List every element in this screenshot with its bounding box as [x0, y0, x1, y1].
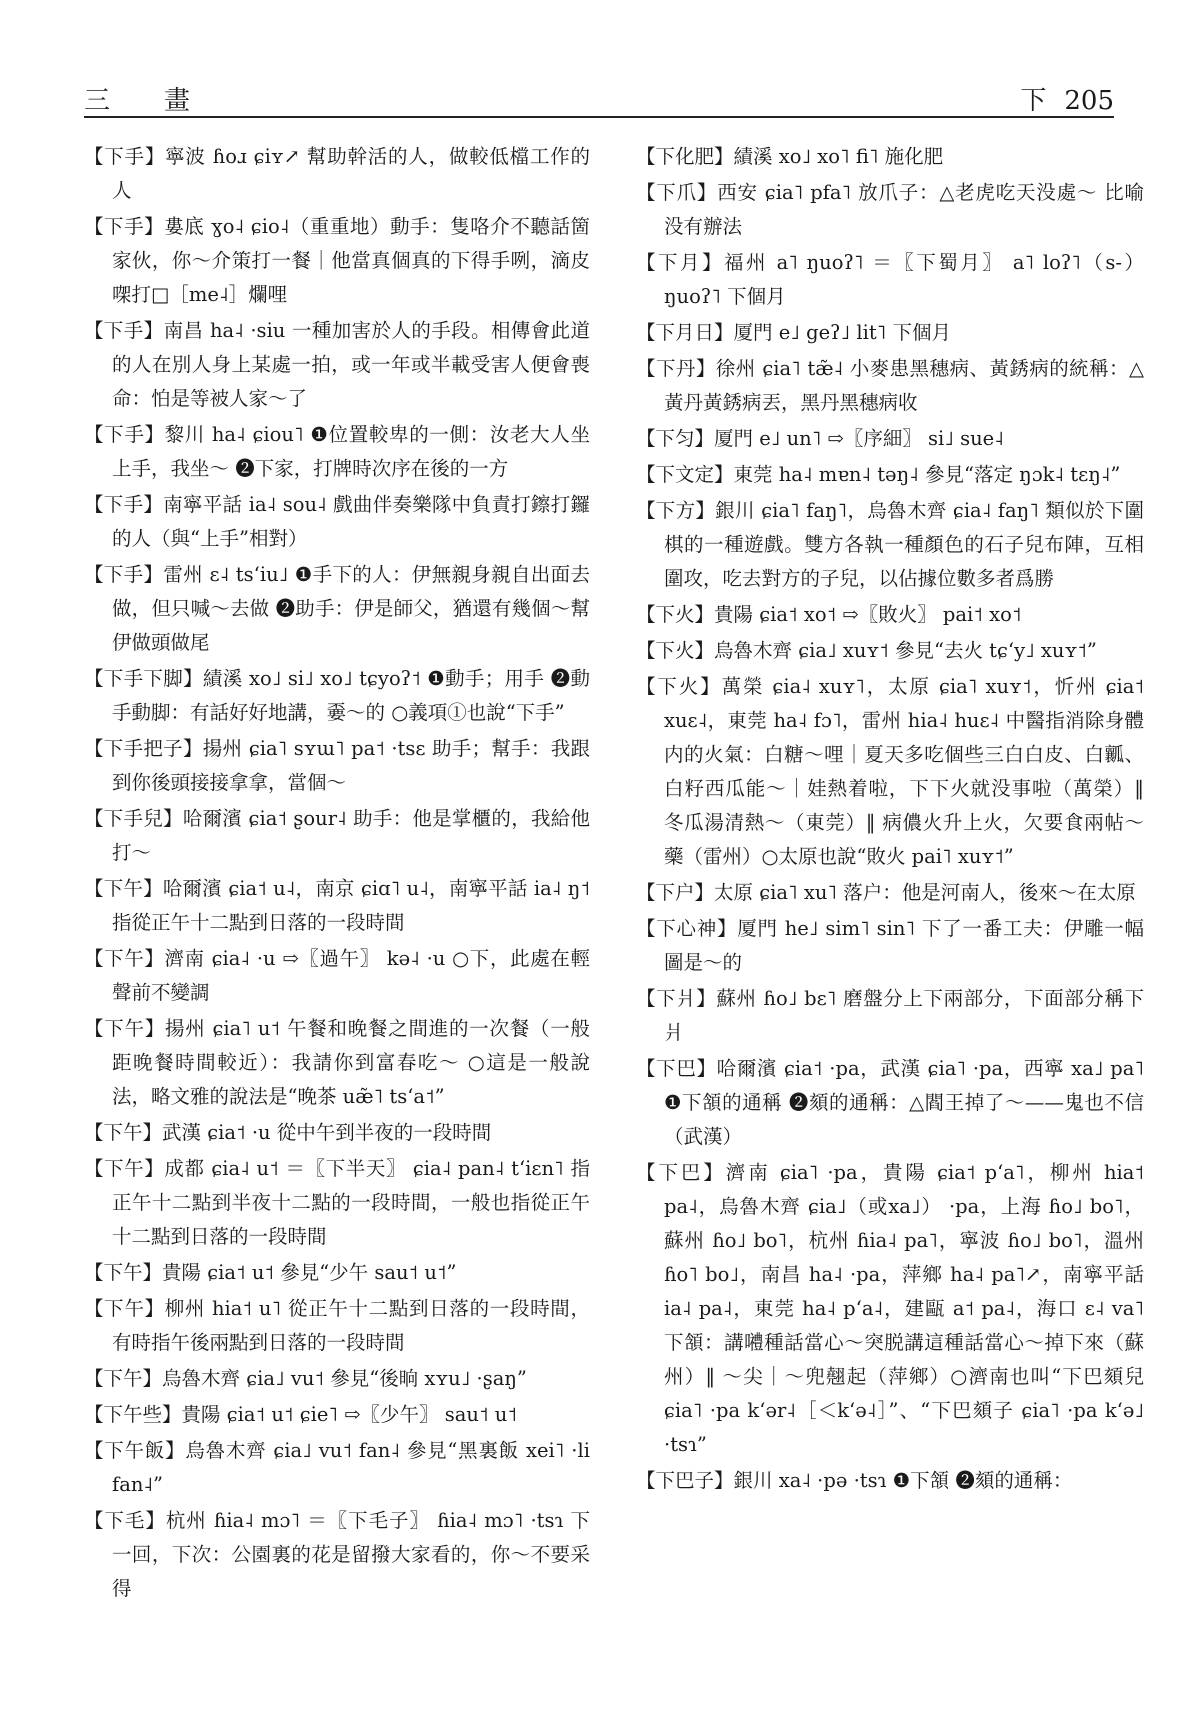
entry-dialect-place: 績溪: [202, 667, 243, 690]
entry-headword: 【下手兒】: [84, 807, 183, 830]
entry-definition: ɣo˨ ɕio˨（重重地）動手：隻咯介不聽話箇家伙，你～介策打一餐｜他當真個真的下得手咧，滴皮㗎打□［me˨］爛哩: [112, 215, 590, 306]
entry-dialect-place: 貴陽: [181, 1403, 221, 1426]
entry-definition: ɕia˦ u˨，南京 ɕiɑ˥ u˨，南寧平話 ia˨ ŋ˦ 指從正午十二點到日落的一段時間: [112, 877, 590, 934]
entry-headword: 【下手】: [84, 145, 166, 168]
entry-definition: he˩ sim˥ sin˥ 下了一番工夫：伊雕一幅圖是～的: [664, 917, 1144, 974]
dictionary-entry: [84, 1292, 590, 1360]
entry-dialect-place: 厦門: [737, 917, 778, 940]
entry-dialect-place: 烏魯木齊: [185, 1439, 267, 1462]
entry-dialect-place: 烏魯木齊: [714, 639, 793, 662]
entry-headword: 【下毛】: [84, 1509, 166, 1532]
entry-headword: 【下手】: [84, 423, 165, 446]
entry-definition: ɕia˦ u˦ 參見“少午 sau˦ u˦”: [201, 1261, 457, 1284]
entry-definition: e˩ un˥ ⇨〖序細〗 si˩ sue˨: [753, 427, 1004, 450]
entry-definition: ɕia˨ xuʏ˥，太原 ɕia˥ xuʏ˦，忻州 ɕia˦ xuɛ˨，東莞 ha˨ fɔ˥，雷州 hia˨ huɛ˨ 中醫指消除身體内的火氣：白糖～哩｜夏天多吃個些三白白皮、白瓤、白籽西瓜能～｜娃熱着啦，下下火就没事啦（萬榮）‖ 冬瓜湯清熱～（東莞）‖ 病儂火升上火，欠要食兩帖～藥（雷州）○太原也說“敗火 pai˥ xuʏ˦”: [664, 675, 1144, 868]
entry-headword: 【下手】: [84, 493, 164, 516]
section-title: 三 畫: [84, 86, 205, 116]
dictionary-entry: [84, 1152, 590, 1254]
entry-definition: xo˩ xo˥ fi˥ 施化肥: [772, 145, 944, 168]
entry-definition: ɕia˦ ·u 從中午到半夜的一段時間: [201, 1121, 492, 1144]
dictionary-entry: [636, 1052, 1144, 1154]
entry-headword: 【下火】: [636, 639, 715, 662]
entry-definition: hia˦ u˥ 從正午十二點到日落的一段時間，有時指午後兩點到日落的一段時間: [112, 1297, 590, 1354]
dictionary-entry: [636, 458, 1144, 492]
entry-dialect-place: 杭州: [165, 1509, 207, 1532]
entry-definition: ɕia˦ ʂour˨ 助手：他是掌櫃的，我給他打～: [112, 807, 590, 864]
entry-headword: 【下手】: [84, 215, 165, 238]
entry-headword: 【下月日】: [636, 321, 734, 344]
entry-headword: 【下户】: [636, 881, 715, 904]
entry-headword: 【下午】: [84, 1261, 163, 1284]
entry-definition: ɕia˥ u˦ 午餐和晚餐之間進的一次餐（一般距晚餐時間較近）：我請你到富春吃～ ○這是一般說法，略文雅的說法是“晚茶 uæ̃˥ tsʻa˦”: [112, 1017, 590, 1108]
entry-dialect-place: 寧波: [165, 145, 206, 168]
entry-definition: ɕia˥ ·pa，貴陽 ɕia˦ pʻa˥，柳州 hia˦ pa˨，烏魯木齊 ɕia˩（或xa˩） ·pa，上海 ɦo˩ bo˥，蘇州 ɦo˩ bo˥，杭州 ɦia˨ pa˥，寧波 ɦo˩ bo˥，溫州 ɦo˥ bo˩，南昌 ha˨ ·pa，萍鄉 ha˨ pa˥↗，南寧平話 ia˨ pa˨，東莞 ha˨ pʻa˨，建甌 a˦ pa˨，海口 ɛ˨ va˥ 下頷：講𡅏種話當心～突脱講這種話當心～掉下來（蘇州）‖ ～尖｜～兜翹起（萍鄉）○濟南也叫“下巴頦兒 ɕia˥ ·pa kʻər˨［＜kʻə˨］”、“下巴頦子 ɕia˥ ·pa kʻə˩ ·tsɿ”: [664, 1161, 1144, 1456]
entry-definition: xa˨ ·pə ·tsɿ ❶下頷 ❷頦的通稱：: [772, 1469, 1073, 1492]
entry-headword: 【下午】: [84, 1297, 165, 1320]
entry-dialect-place: 貴陽: [714, 603, 754, 626]
entry-definition: ɕia˥ faŋ˥，烏魯木齊 ɕia˨ faŋ˥ 類似於下圍棋的一種遊戲。雙方各執一種顏色的石子兒布陣，互相圍攻，吃去對方的子兒，以佔據位數多者爲勝: [664, 499, 1144, 590]
entry-headword: 【下午】: [84, 1157, 165, 1180]
entry-dialect-place: 南寧平話: [163, 493, 243, 516]
entry-definition: xo˩ si˩ xo˩ tɕyoʔ˦ ❶動手；用手 ❷動手動脚：有話好好地講，嫑～的 ○義項①也說“下手”: [112, 667, 590, 724]
dictionary-entry: [636, 1156, 1144, 1462]
entry-dialect-place: 濟南: [164, 947, 205, 970]
entry-dialect-place: 武漢: [162, 1121, 202, 1144]
entry-dialect-place: 哈爾濱: [162, 877, 222, 900]
dictionary-entry: [636, 912, 1144, 980]
dictionary-entry: [636, 598, 1144, 632]
entry-headword: 【下月】: [636, 251, 724, 274]
entry-headword: 【下午】: [84, 877, 163, 900]
dictionary-entry: [636, 876, 1144, 910]
dictionary-entry: [84, 732, 590, 800]
entry-definition: ɦia˨ mɔ˥ ＝〖下毛子〗 ɦia˨ mɔ˥ ·tsɿ 下一回，下次：公園裏的花是留撥大家看的，你～不要采得: [112, 1509, 590, 1600]
dictionary-entry: [636, 422, 1144, 456]
entry-definition: ha˨ ·siu 一種加害於人的手段。相傳會此道的人在別人身上某處一拍，或一年或半載受害人便會喪命：怕是等被人家～了: [112, 319, 590, 410]
entry-definition: ɕia˥ sʏɯ˥ pa˦ ·tsɛ 助手；幫手：我跟到你後頭接接拿拿，當個～: [112, 737, 590, 794]
entry-dialect-place: 萬榮: [721, 675, 765, 698]
entry-definition: ɕia˩ vu˦ fan˨ 參見“黑裏飯 xei˥ ·li fan˨”: [112, 1439, 590, 1496]
dictionary-entry: [636, 1464, 1144, 1498]
entry-definition: ɕia˥ tæ̃˨ 小麥患黑穗病、黃銹病的統稱：△黃丹黃銹病丟，黑丹黑穗病收: [664, 357, 1144, 414]
entry-dialect-place: 徐州: [715, 357, 756, 380]
dictionary-entry: [84, 1116, 590, 1150]
dictionary-entry: [636, 982, 1144, 1050]
dictionary-entry: [84, 1256, 590, 1290]
entry-dialect-place: 哈爾濱: [182, 807, 243, 830]
entry-dialect-place: 雷州: [163, 563, 204, 586]
right-column: [636, 140, 1144, 1700]
entry-definition: ɕia˦ u˦ ɕie˥ ⇨〖少午〗 sau˦ u˦: [220, 1403, 517, 1426]
entry-dialect-place: 西安: [717, 181, 758, 204]
dictionary-entry: [84, 558, 590, 660]
entry-headword: 【下巴】: [636, 1057, 717, 1080]
entry-dialect-place: 厦門: [733, 321, 773, 344]
entry-headword: 【下方】: [636, 499, 716, 522]
entry-headword: 【下手】: [84, 563, 164, 586]
entry-dialect-place: 厦門: [714, 427, 754, 450]
dictionary-entry: [84, 418, 590, 486]
dictionary-entry: [636, 494, 1144, 596]
dictionary-entry: [84, 1504, 590, 1606]
entry-dialect-place: 績溪: [733, 145, 773, 168]
entry-dialect-place: 銀川: [715, 499, 755, 522]
dictionary-entry: [84, 802, 590, 870]
entry-dialect-place: 柳州: [164, 1297, 206, 1320]
header-character: 下: [1020, 86, 1047, 116]
dictionary-entry: [84, 1434, 590, 1502]
entry-definition: ɛ˨ tsʻiu˩ ❶手下的人：伊無親身親自出面去做，但只喊～去做 ❷助手：伊是師父，猶還有幾個～幫伊做頭做尾: [112, 563, 590, 654]
entry-headword: 【下心神】: [636, 917, 738, 940]
entry-headword: 【下文定】: [636, 463, 734, 486]
dictionary-entry: [84, 942, 590, 1010]
entry-dialect-place: 濟南: [725, 1161, 771, 1184]
entry-headword: 【下火】: [636, 675, 722, 698]
page-number: 205: [1064, 86, 1114, 116]
entry-headword: 【下午些】: [84, 1403, 182, 1426]
dictionary-entry: [84, 1398, 590, 1432]
entry-dialect-place: 揚州: [165, 1017, 206, 1040]
page-header: [84, 74, 1114, 116]
entry-headword: 【下手】: [84, 319, 164, 342]
dictionary-entry: [636, 176, 1144, 244]
entry-dialect-place: 烏魯木齊: [162, 1367, 241, 1390]
entry-dialect-place: 婁底: [164, 215, 205, 238]
entry-definition: ɕia˦ xo˦ ⇨〖敗火〗 pai˦ xo˦: [753, 603, 1022, 626]
left-column: [84, 140, 590, 1700]
entry-dialect-place: 蘇州: [716, 987, 757, 1010]
entry-dialect-place: 福州: [723, 251, 768, 274]
entry-definition: ɦo˩ bɛ˥ 磨盤分上下兩部分，下面部分稱下爿: [664, 987, 1144, 1044]
entry-definition: ia˨ sou˨ 戲曲伴奏樂隊中負責打鑔打鑼的人（與“上手”相對）: [112, 493, 590, 550]
entry-dialect-place: 南昌: [163, 319, 204, 342]
dictionary-entry: [636, 352, 1144, 420]
entry-headword: 【下午飯】: [84, 1439, 186, 1462]
entry-headword: 【下午】: [84, 947, 165, 970]
entry-definition: ɕia˥ pfa˥ 放爪子：△老虎吃天没處～ 比喻没有辦法: [664, 181, 1144, 238]
dictionary-entry: [84, 872, 590, 940]
entry-definition: e˩ geʔ˩ lit˥ 下個月: [772, 321, 952, 344]
entry-dialect-place: 黎川: [164, 423, 205, 446]
entry-definition: ɕia˦ ·pa，武漢 ɕia˥ ·pa，西寧 xa˩ pa˥ ❶下頷的通稱 ❷頦的通稱：△閻王掉了～——鬼也不信（武漢）: [664, 1057, 1144, 1148]
entry-definition: ɕia˩ xuʏ˦ 參見“去火 tɕʻy˩ xuʏ˦”: [792, 639, 1097, 662]
entry-headword: 【下化肥】: [636, 145, 734, 168]
dictionary-entry: [84, 210, 590, 312]
entry-headword: 【下手把子】: [84, 737, 203, 760]
entry-dialect-place: 太原: [714, 881, 754, 904]
running-head: [1002, 80, 1114, 117]
entry-definition: ha˨ mɐn˨ təŋ˨ 參見“落定 ŋɔk˨ tɛŋ˨”: [772, 463, 1121, 486]
entry-headword: 【下巴】: [636, 1161, 726, 1184]
entry-definition: ɕia˩ vu˦ 參見“後晌 xʏu˩ ·ʂaŋ”: [240, 1367, 527, 1390]
entry-dialect-place: 東莞: [733, 463, 773, 486]
entry-dialect-place: 銀川: [733, 1469, 773, 1492]
entry-dialect-place: 成都: [164, 1157, 205, 1180]
entry-headword: 【下午】: [84, 1017, 166, 1040]
dictionary-entry: [636, 316, 1144, 350]
entry-definition: a˥ ŋuoʔ˥ ＝〖下蜀月〗 a˥ loʔ˥（s-）ŋuoʔ˥ 下個月: [664, 251, 1144, 308]
dictionary-entry: [84, 488, 590, 556]
dictionary-entry: [84, 1362, 590, 1396]
entry-headword: 【下手下脚】: [84, 667, 203, 690]
dictionary-entry: [84, 1012, 590, 1114]
header-rule: [84, 116, 1114, 118]
entry-definition: ɕia˥ xu˥ 落户：他是河南人，後來～在太原: [753, 881, 1136, 904]
entry-headword: 【下丹】: [636, 357, 716, 380]
dictionary-entry: [84, 314, 590, 416]
dictionary-entry: [84, 662, 590, 730]
entry-headword: 【下爪】: [636, 181, 718, 204]
dictionary-entry: [84, 140, 590, 208]
entry-dialect-place: 貴陽: [162, 1261, 202, 1284]
entry-headword: 【下午】: [84, 1367, 163, 1390]
entry-headword: 【下午】: [84, 1121, 163, 1144]
entry-headword: 【下匀】: [636, 427, 715, 450]
entry-definition: ha˨ ɕiou˥ ❶位置較卑的一側：汝老大人坐上手，我坐～ ❷下家，打牌時次序在後的一方: [112, 423, 590, 480]
dictionary-entry: [636, 140, 1144, 174]
entry-definition: ɕia˨ ·u ⇨〖過午〗 kə˨ ·u ○下，此處在輕聲前不變調: [112, 947, 590, 1004]
dictionary-entry: [636, 670, 1144, 874]
entry-definition: ɕia˨ u˦ ＝〖下半天〗 ɕia˨ pan˨ tʻiɛn˥ 指正午十二點到半夜十二點的一段時間，一般也指從正午十二點到日落的一段時間: [112, 1157, 590, 1248]
entry-dialect-place: 哈爾濱: [716, 1057, 778, 1080]
entry-headword: 【下巴子】: [636, 1469, 734, 1492]
dictionary-entry: [636, 634, 1144, 668]
dictionary-entry: [636, 246, 1144, 314]
entry-definition: ɦoɹ ɕiʏ↗ 幫助幹活的人，做較低檔工作的人: [112, 145, 590, 202]
entry-headword: 【下爿】: [636, 987, 717, 1010]
entry-headword: 【下火】: [636, 603, 715, 626]
entry-dialect-place: 揚州: [202, 737, 243, 760]
